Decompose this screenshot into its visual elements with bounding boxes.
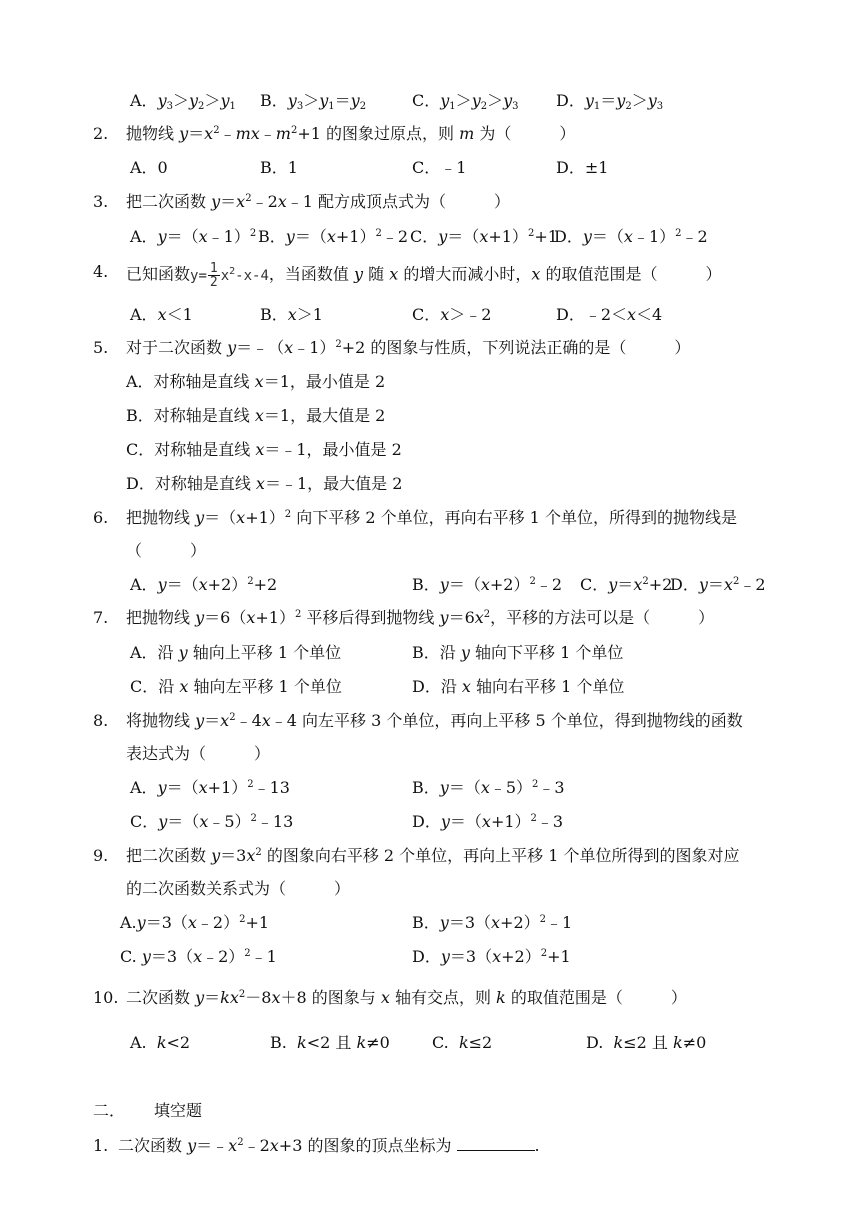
- q4-formula-image: y= $\frac{1}{2}$ $x^2-x-4$: [190, 261, 269, 290]
- q7-option-d: D．沿 x 轴向右平移 1 个单位: [412, 677, 625, 696]
- q8-number: 8.: [93, 711, 109, 730]
- q2-stem: 抛物线 $y=x^2﹣mx﹣m^2+1$ 的图象过原点，则 m 为（ ）: [126, 124, 576, 143]
- q8-option-a: A．$y=(x+1)^2﹣13$: [130, 778, 290, 797]
- q5-option-a: A．对称轴是直线 x＝1，最小值是 2: [126, 372, 386, 391]
- q6-stem: 把抛物线 $y=(x+1)^2$ 向下平移 2 个单位，再向右平移 1 个单位，所得到的抛物线是: [126, 508, 737, 527]
- q10-option-c: C. k≤2: [432, 1033, 493, 1052]
- q9-stem: 把二次函数 $y=3x^2$ 的图象向右平移 2 个单位，再向上平移 1 个单位所得到的图象对应: [126, 846, 740, 865]
- q9-stem-cont: 的二次函数关系式为（ ）: [126, 879, 351, 898]
- q3-option-b: B．$y=(x+1)^2﹣2$: [258, 227, 409, 246]
- q7-option-b: B．沿 y 轴向下平移 1 个单位: [412, 643, 624, 662]
- q1-option-a: A．$y_3>y_2>y_1$: [130, 91, 236, 112]
- q9-option-a: A.y＝3（x﹣2）$^2$+1: [120, 913, 270, 932]
- q6-option-c: C．$y=x^2+2$: [580, 575, 673, 594]
- q1-option-d: D．$y_1=y_2>y_3$: [556, 91, 664, 112]
- q7-number: 7.: [93, 608, 109, 627]
- q4-option-b: B．x＞1: [260, 305, 323, 324]
- q3-stem: 把二次函数 $y=x^2﹣2x﹣1$ 配方成顶点式为（ ）: [126, 192, 511, 211]
- q4-option-d: D．﹣2＜x＜4: [556, 305, 663, 324]
- q5-option-b: B．对称轴是直线 x＝1，最大值是 2: [126, 406, 386, 425]
- q10-option-d: D. k≤2 且 k≠0: [586, 1033, 707, 1052]
- q8-stem-cont: 表达式为（ ）: [126, 744, 271, 763]
- q6-number: 6.: [93, 508, 109, 527]
- q1-option-b: B．$y_3>y_1=y_2$: [260, 91, 367, 112]
- q7-option-c: C．沿 x 轴向左平移 1 个单位: [130, 677, 342, 696]
- q4-number: 4.: [93, 262, 109, 281]
- q6-option-a: A．$y=(x+2)^2+2$: [130, 575, 278, 594]
- q8-option-c: C．y＝（x﹣5）$^2$﹣13: [130, 812, 294, 831]
- q6-option-d: D．$y=x^2﹣2$: [670, 575, 766, 594]
- q9-number: 9.: [93, 846, 109, 865]
- q8-option-d: D．$y=(x+1)^2﹣3$: [412, 812, 564, 831]
- q5-option-d: D．对称轴是直线 x＝﹣1，最大值是 2: [126, 474, 403, 493]
- fill1-stem: 二次函数 $y=﹣x^2﹣2x+3$ 的图象的顶点坐标为 .: [118, 1136, 540, 1155]
- q9-option-b: B．$y=3(x+2)^2﹣1$: [412, 913, 573, 932]
- q3-option-c: C．$y=(x+1)^2+1$: [410, 227, 558, 246]
- q10-number: 10.: [93, 988, 119, 1007]
- q3-option-d: D．y＝（x﹣1）$^2$﹣2: [554, 227, 708, 246]
- q5-stem: 对于二次函数 y＝﹣（x﹣1）$^2$+2 的图象与性质，下列说法正确的是（ ）: [126, 338, 691, 357]
- q1-option-c: C．$y_1>y_2>y_3$: [412, 91, 519, 112]
- q10-option-a: A. k<2: [130, 1033, 191, 1052]
- q8-option-b: B．y＝（x﹣5）$^2$﹣3: [412, 778, 565, 797]
- q8-stem: 将抛物线 $y=x^2﹣4x﹣4$ 向左平移 3 个单位，再向上平移 5 个单位，得到抛物线的函数: [126, 711, 743, 730]
- q2-option-a: A．0: [130, 158, 168, 177]
- q4-option-a: A．x＜1: [130, 305, 193, 324]
- q2-number: 2.: [93, 124, 109, 143]
- q2-option-b: B．1: [260, 158, 298, 177]
- q10-option-b: B. k<2 且 k≠0: [270, 1033, 390, 1052]
- q2-option-d: D．±1: [556, 158, 609, 177]
- q9-option-d: D．$y=3(x+2)^2+1$: [412, 947, 571, 966]
- q7-option-a: A．沿 y 轴向上平移 1 个单位: [130, 643, 342, 662]
- q6-option-b: B．$y=(x+2)^2﹣2$: [412, 575, 563, 594]
- q9-option-c: C. y＝3（x﹣2）$^2$﹣1: [120, 947, 277, 966]
- q4-option-c: C．x＞﹣2: [412, 305, 492, 324]
- q3-number: 3.: [93, 192, 109, 211]
- q4-stem-pre: 已知函数: [126, 264, 191, 284]
- section2-number: 二．: [93, 1101, 126, 1120]
- q2-option-c: C．﹣1: [412, 158, 467, 177]
- section2-title: 填空题: [154, 1101, 203, 1120]
- q4-stem-post: ，当函数值 y 随 x 的增大而减小时，x 的取值范围是（ ）: [268, 264, 722, 284]
- q5-option-c: C．对称轴是直线 x＝﹣1，最小值是 2: [126, 440, 402, 459]
- q4-stem: [126, 262, 721, 289]
- answer-blank[interactable]: [457, 1136, 535, 1151]
- q10-stem: 二次函数 $y=kx^2-8x+8$ 的图象与 x 轴有交点，则 k 的取值范围是（ ）: [126, 988, 687, 1007]
- q6-stem-cont: （ ）: [126, 541, 207, 560]
- q5-number: 5.: [93, 338, 109, 357]
- fill1-number: 1.: [93, 1136, 109, 1155]
- q7-stem: 把抛物线 $y=6(x+1)^2$ 平移后得到抛物线 $y=6x^2$，平移的方法可以是（ ）: [126, 608, 715, 627]
- q3-option-a: A．y＝（x﹣1）$^2$: [130, 227, 257, 246]
